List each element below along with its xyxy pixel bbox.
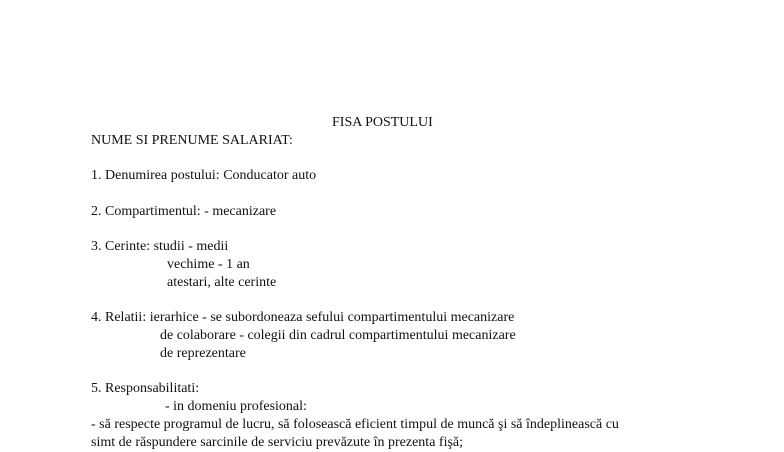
section-4-relations: 4. Relatii: ierarhice - se subordoneaza sefului compartimentului mecanizare	[91, 310, 515, 325]
employee-name-label: NUME SI PRENUME SALARIAT:	[91, 133, 293, 148]
section-1-job-title: 1. Denumirea postului: Conducator auto	[91, 168, 317, 183]
section-3-certifications: atestari, alte cerinte	[167, 275, 277, 290]
section-3-requirements: 3. Cerinte: studii - medii	[91, 239, 229, 254]
section-4-collaboration: de colaborare - colegii din cadrul compartimentului mecanizare	[160, 328, 516, 343]
section-5-responsibilities: 5. Responsabilitati:	[91, 381, 200, 396]
section-3-experience: vechime - 1 an	[167, 257, 250, 272]
section-2-department: 2. Compartimentul: - mecanizare	[91, 204, 277, 219]
section-5-item-1-continued: simt de răspundere sarcinile de serviciu prevăzute în prezenta fişă;	[91, 435, 464, 450]
document-title: FISA POSTULUI	[332, 115, 433, 130]
section-4-representation: de reprezentare	[160, 346, 246, 361]
section-5-item-1: - să respecte programul de lucru, să folosească eficient timpul de muncă şi să îndeplinească cu	[91, 417, 619, 432]
section-5-professional-domain: - in domeniu profesional:	[165, 399, 307, 414]
